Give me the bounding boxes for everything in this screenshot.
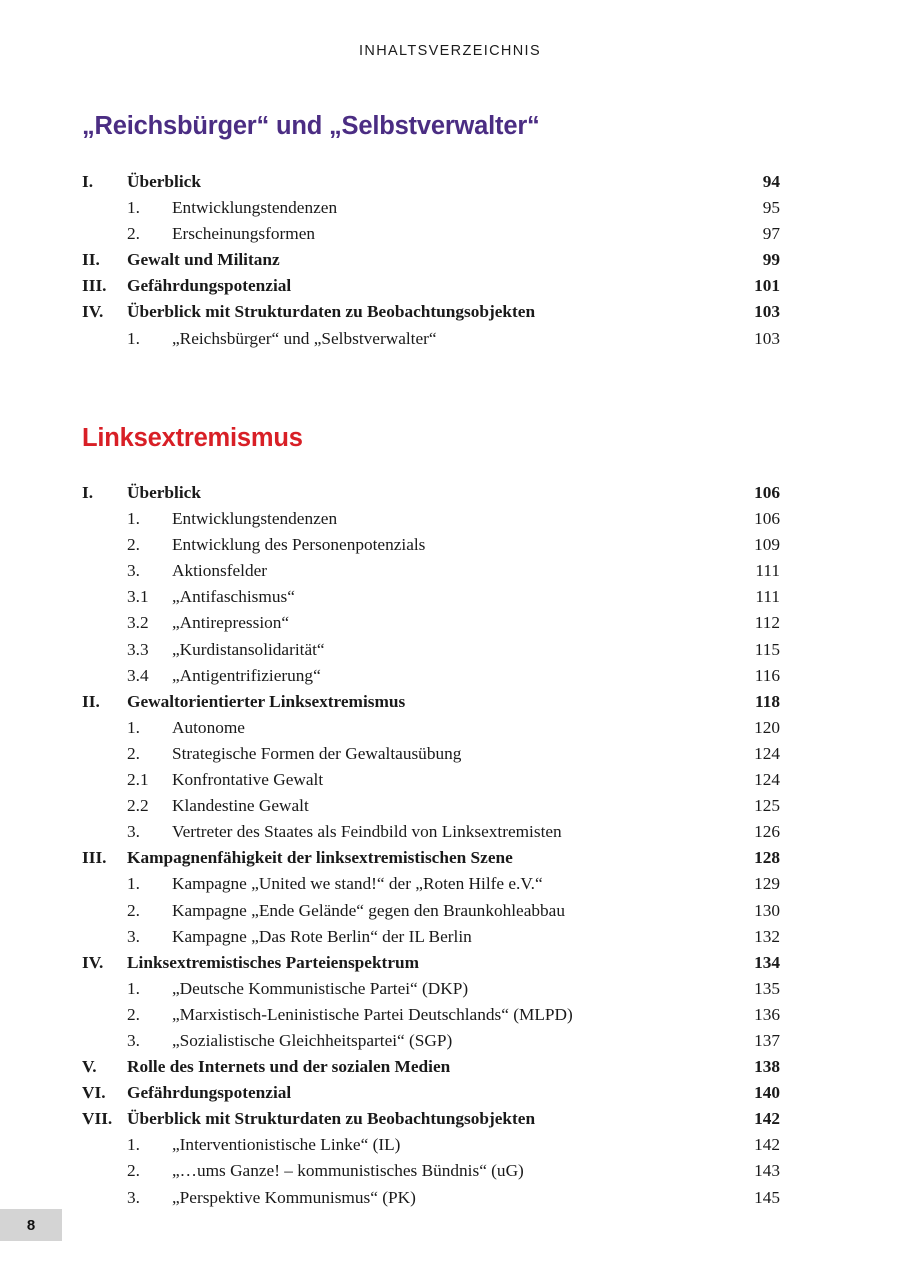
toc-entry-label: „Perspektive Kommunismus“ (PK): [172, 1187, 416, 1207]
toc-entry-page-number: 135: [754, 978, 780, 998]
toc-entry[interactable]: [82, 874, 780, 900]
toc-entry-page-number: 132: [754, 926, 780, 946]
toc-entry[interactable]: [82, 198, 780, 224]
toc-entry-page-number: 129: [754, 874, 780, 894]
toc-entry-label: Kampagnenfähigkeit der linksextremistischen Szene: [127, 848, 513, 868]
toc-entry-label: „Sozialistische Gleichheitspartei“ (SGP): [172, 1030, 453, 1050]
toc-entry-label: Rolle des Internets und der sozialen Medien: [127, 1057, 451, 1077]
toc-entry-number: 3.2: [127, 613, 149, 633]
toc-entry-label: Kampagne „United we stand!“ der „Roten Hilfe e.V.“: [172, 874, 543, 894]
toc-entry-number: 3.4: [127, 665, 149, 685]
toc-entry-label: Aktionsfelder: [172, 561, 268, 581]
toc-entry[interactable]: [82, 848, 780, 874]
toc-entry-number: 1.: [127, 978, 140, 998]
toc-entry-page-number: 140: [754, 1083, 780, 1103]
toc-entry-label: „Reichsbürger“ und „Selbstverwalter“: [172, 328, 437, 348]
toc-entry-page-number: 101: [754, 276, 780, 296]
toc-entry-number: 3.3: [127, 639, 149, 659]
toc-entry[interactable]: [82, 172, 780, 198]
toc-entry-label: Überblick mit Strukturdaten zu Beobachtungsobjekten: [127, 1109, 536, 1129]
toc-entry[interactable]: [82, 927, 780, 953]
toc-entry-label: Entwicklungstendenzen: [172, 198, 338, 218]
toc-entry-number: 2.: [127, 900, 140, 920]
toc-entry-label: Konfrontative Gewalt: [172, 770, 324, 790]
toc-entry-number: 2.: [127, 743, 140, 763]
toc-entry-label: Gewaltorientierter Linksextremismus: [127, 691, 406, 711]
toc-entry[interactable]: [82, 953, 780, 979]
toc-entry-number: III.: [82, 276, 107, 296]
toc-entry-page-number: 94: [762, 172, 780, 191]
toc-entry-label: Entwicklungstendenzen: [172, 509, 338, 529]
toc-entry[interactable]: [82, 329, 780, 355]
toc-entry[interactable]: [82, 1161, 780, 1187]
toc-entry-number: II.: [82, 691, 100, 711]
toc-entry[interactable]: [82, 1188, 780, 1214]
toc-list-linksextremismus: [82, 483, 780, 1214]
toc-entry[interactable]: [82, 822, 780, 848]
toc-entry-number: 2.1: [127, 770, 149, 790]
toc-entry-label: Autonome: [172, 717, 245, 737]
toc-entry-page-number: 111: [755, 587, 780, 607]
toc-entry-label: „Interventionistische Linke“ (IL): [172, 1135, 401, 1155]
toc-entry-number: 2.2: [127, 796, 149, 816]
toc-entry-label: „Kurdistansolidarität“: [172, 639, 325, 659]
folio-page-number: [0, 1209, 62, 1241]
toc-entry[interactable]: [82, 1057, 780, 1083]
toc-entry[interactable]: [82, 666, 780, 692]
toc-entry-page-number: 103: [754, 328, 780, 348]
toc-entry-label: Kampagne „Das Rote Berlin“ der IL Berlin: [172, 926, 472, 946]
toc-entry-number: I.: [82, 172, 94, 191]
toc-entry-number: IV.: [82, 952, 104, 972]
toc-entry-label: Überblick mit Strukturdaten zu Beobachtungsobjekten: [127, 302, 536, 322]
toc-entry[interactable]: [82, 979, 780, 1005]
toc-entry-page-number: 124: [754, 770, 780, 790]
toc-entry-number: 1.: [127, 1135, 140, 1155]
section-heading-reichsbuerger: „Reichsbürger“ und „Selbstverwalter“: [82, 112, 540, 140]
toc-entry-number: 3.: [127, 822, 140, 842]
toc-entry-page-number: 116: [754, 665, 780, 685]
toc-entry[interactable]: [82, 483, 780, 509]
toc-entry-number: I.: [82, 483, 94, 502]
toc-entry-label: „Marxistisch-Leninistische Partei Deutschlands“ (MLPD): [172, 1004, 573, 1024]
toc-entry-number: 2.: [127, 1161, 140, 1181]
toc-entry-number: 1.: [127, 874, 140, 894]
toc-entry[interactable]: [82, 718, 780, 744]
toc-entry-label: Klandestine Gewalt: [172, 796, 309, 816]
toc-entry[interactable]: [82, 587, 780, 613]
toc-entry[interactable]: [82, 1031, 780, 1057]
toc-entry-number: VI.: [82, 1083, 106, 1103]
toc-entry[interactable]: [82, 302, 780, 328]
toc-entry-number: 1.: [127, 328, 140, 348]
toc-entry[interactable]: [82, 1083, 780, 1109]
toc-entry[interactable]: [82, 535, 780, 561]
toc-entry-label: „…ums Ganze! – kommunistisches Bündnis“ (uG): [172, 1161, 524, 1181]
toc-entry-label: „Antigentrifizierung“: [172, 665, 321, 685]
toc-entry-label: Kampagne „Ende Gelände“ gegen den Braunkohleabbau: [172, 900, 565, 920]
toc-entry[interactable]: [82, 744, 780, 770]
toc-entry-page-number: 115: [754, 639, 780, 659]
toc-entry-label: Linksextremistisches Parteienspektrum: [127, 952, 419, 972]
toc-entry-number: 3.: [127, 1187, 140, 1207]
toc-entry[interactable]: [82, 770, 780, 796]
toc-entry-page-number: 99: [762, 250, 780, 270]
toc-entry[interactable]: [82, 692, 780, 718]
toc-entry[interactable]: [82, 796, 780, 822]
toc-entry-page-number: 125: [754, 796, 780, 816]
toc-entry-label: Gewalt und Militanz: [127, 250, 280, 270]
toc-entry[interactable]: [82, 276, 780, 302]
toc-entry-page-number: 109: [754, 535, 780, 555]
toc-entry-number: 3.: [127, 561, 140, 581]
toc-entry-number: 3.: [127, 1030, 140, 1050]
toc-entry-number: 2.: [127, 535, 140, 555]
toc-entry[interactable]: [82, 640, 780, 666]
section-heading-linksextremismus: Linksextremismus: [82, 424, 303, 452]
running-header: INHALTSVERZEICHNIS: [359, 43, 541, 59]
toc-entry-page-number: 138: [754, 1057, 780, 1077]
toc-entry-page-number: 106: [754, 483, 780, 502]
toc-entry-label: „Antifaschismus“: [172, 587, 295, 607]
toc-entry-label: „Deutsche Kommunistische Partei“ (DKP): [172, 978, 469, 998]
toc-entry-number: 3.1: [127, 587, 149, 607]
toc-entry-page-number: 95: [762, 198, 780, 218]
toc-entry-number: 1.: [127, 509, 140, 529]
toc-list-reichsbuerger: [82, 172, 780, 355]
toc-entry-page-number: 128: [754, 848, 780, 868]
toc-entry[interactable]: [82, 250, 780, 276]
toc-entry-page-number: 112: [754, 613, 780, 633]
toc-entry-number: 1.: [127, 198, 140, 218]
toc-entry-label: Überblick: [127, 172, 201, 191]
folio-number: 8: [26, 1216, 36, 1234]
toc-entry-page-number: 111: [755, 561, 780, 581]
toc-entry-label: Strategische Formen der Gewaltausübung: [172, 743, 462, 763]
toc-entry-page-number: 134: [754, 952, 780, 972]
toc-entry-page-number: 106: [754, 509, 780, 529]
toc-entry-page-number: 130: [754, 900, 780, 920]
toc-entry[interactable]: [82, 1109, 780, 1135]
toc-entry-page-number: 118: [755, 691, 780, 711]
toc-entry[interactable]: [82, 509, 780, 535]
toc-entry-page-number: 136: [754, 1004, 780, 1024]
toc-entry-label: Gefährdungspotenzial: [127, 276, 292, 296]
toc-entry[interactable]: [82, 1005, 780, 1031]
toc-entry-label: Gefährdungspotenzial: [127, 1083, 292, 1103]
toc-entry-label: Entwicklung des Personenpotenzials: [172, 535, 426, 555]
toc-entry-number: 1.: [127, 717, 140, 737]
toc-entry-label: „Antirepression“: [172, 613, 290, 633]
toc-entry-page-number: 97: [762, 224, 780, 244]
toc-entry-number: 2.: [127, 224, 140, 244]
toc-entry-number: V.: [82, 1057, 97, 1077]
toc-entry-page-number: 103: [754, 302, 780, 322]
toc-entry[interactable]: [82, 901, 780, 927]
toc-entry-number: VII.: [82, 1109, 113, 1129]
toc-entry[interactable]: [82, 561, 780, 587]
toc-entry-page-number: 126: [754, 822, 780, 842]
toc-entry-number: 2.: [127, 1004, 140, 1024]
toc-entry-page-number: 142: [754, 1109, 780, 1129]
toc-entry[interactable]: [82, 1135, 780, 1161]
toc-entry-number: IV.: [82, 302, 104, 322]
toc-entry[interactable]: [82, 224, 780, 250]
toc-entry-page-number: 142: [754, 1135, 780, 1155]
toc-entry-page-number: 145: [754, 1187, 780, 1207]
toc-entry-label: Überblick: [127, 483, 201, 502]
toc-entry-page-number: 120: [754, 717, 780, 737]
toc-entry-page-number: 137: [754, 1030, 780, 1050]
toc-entry-label: Vertreter des Staates als Feindbild von Linksextremisten: [172, 822, 562, 842]
toc-entry-label: Erscheinungsformen: [172, 224, 316, 244]
toc-entry-number: 3.: [127, 926, 140, 946]
toc-entry[interactable]: [82, 613, 780, 639]
toc-entry-number: III.: [82, 848, 107, 868]
toc-entry-page-number: 143: [754, 1161, 780, 1181]
toc-entry-number: II.: [82, 250, 100, 270]
toc-entry-page-number: 124: [754, 743, 780, 763]
